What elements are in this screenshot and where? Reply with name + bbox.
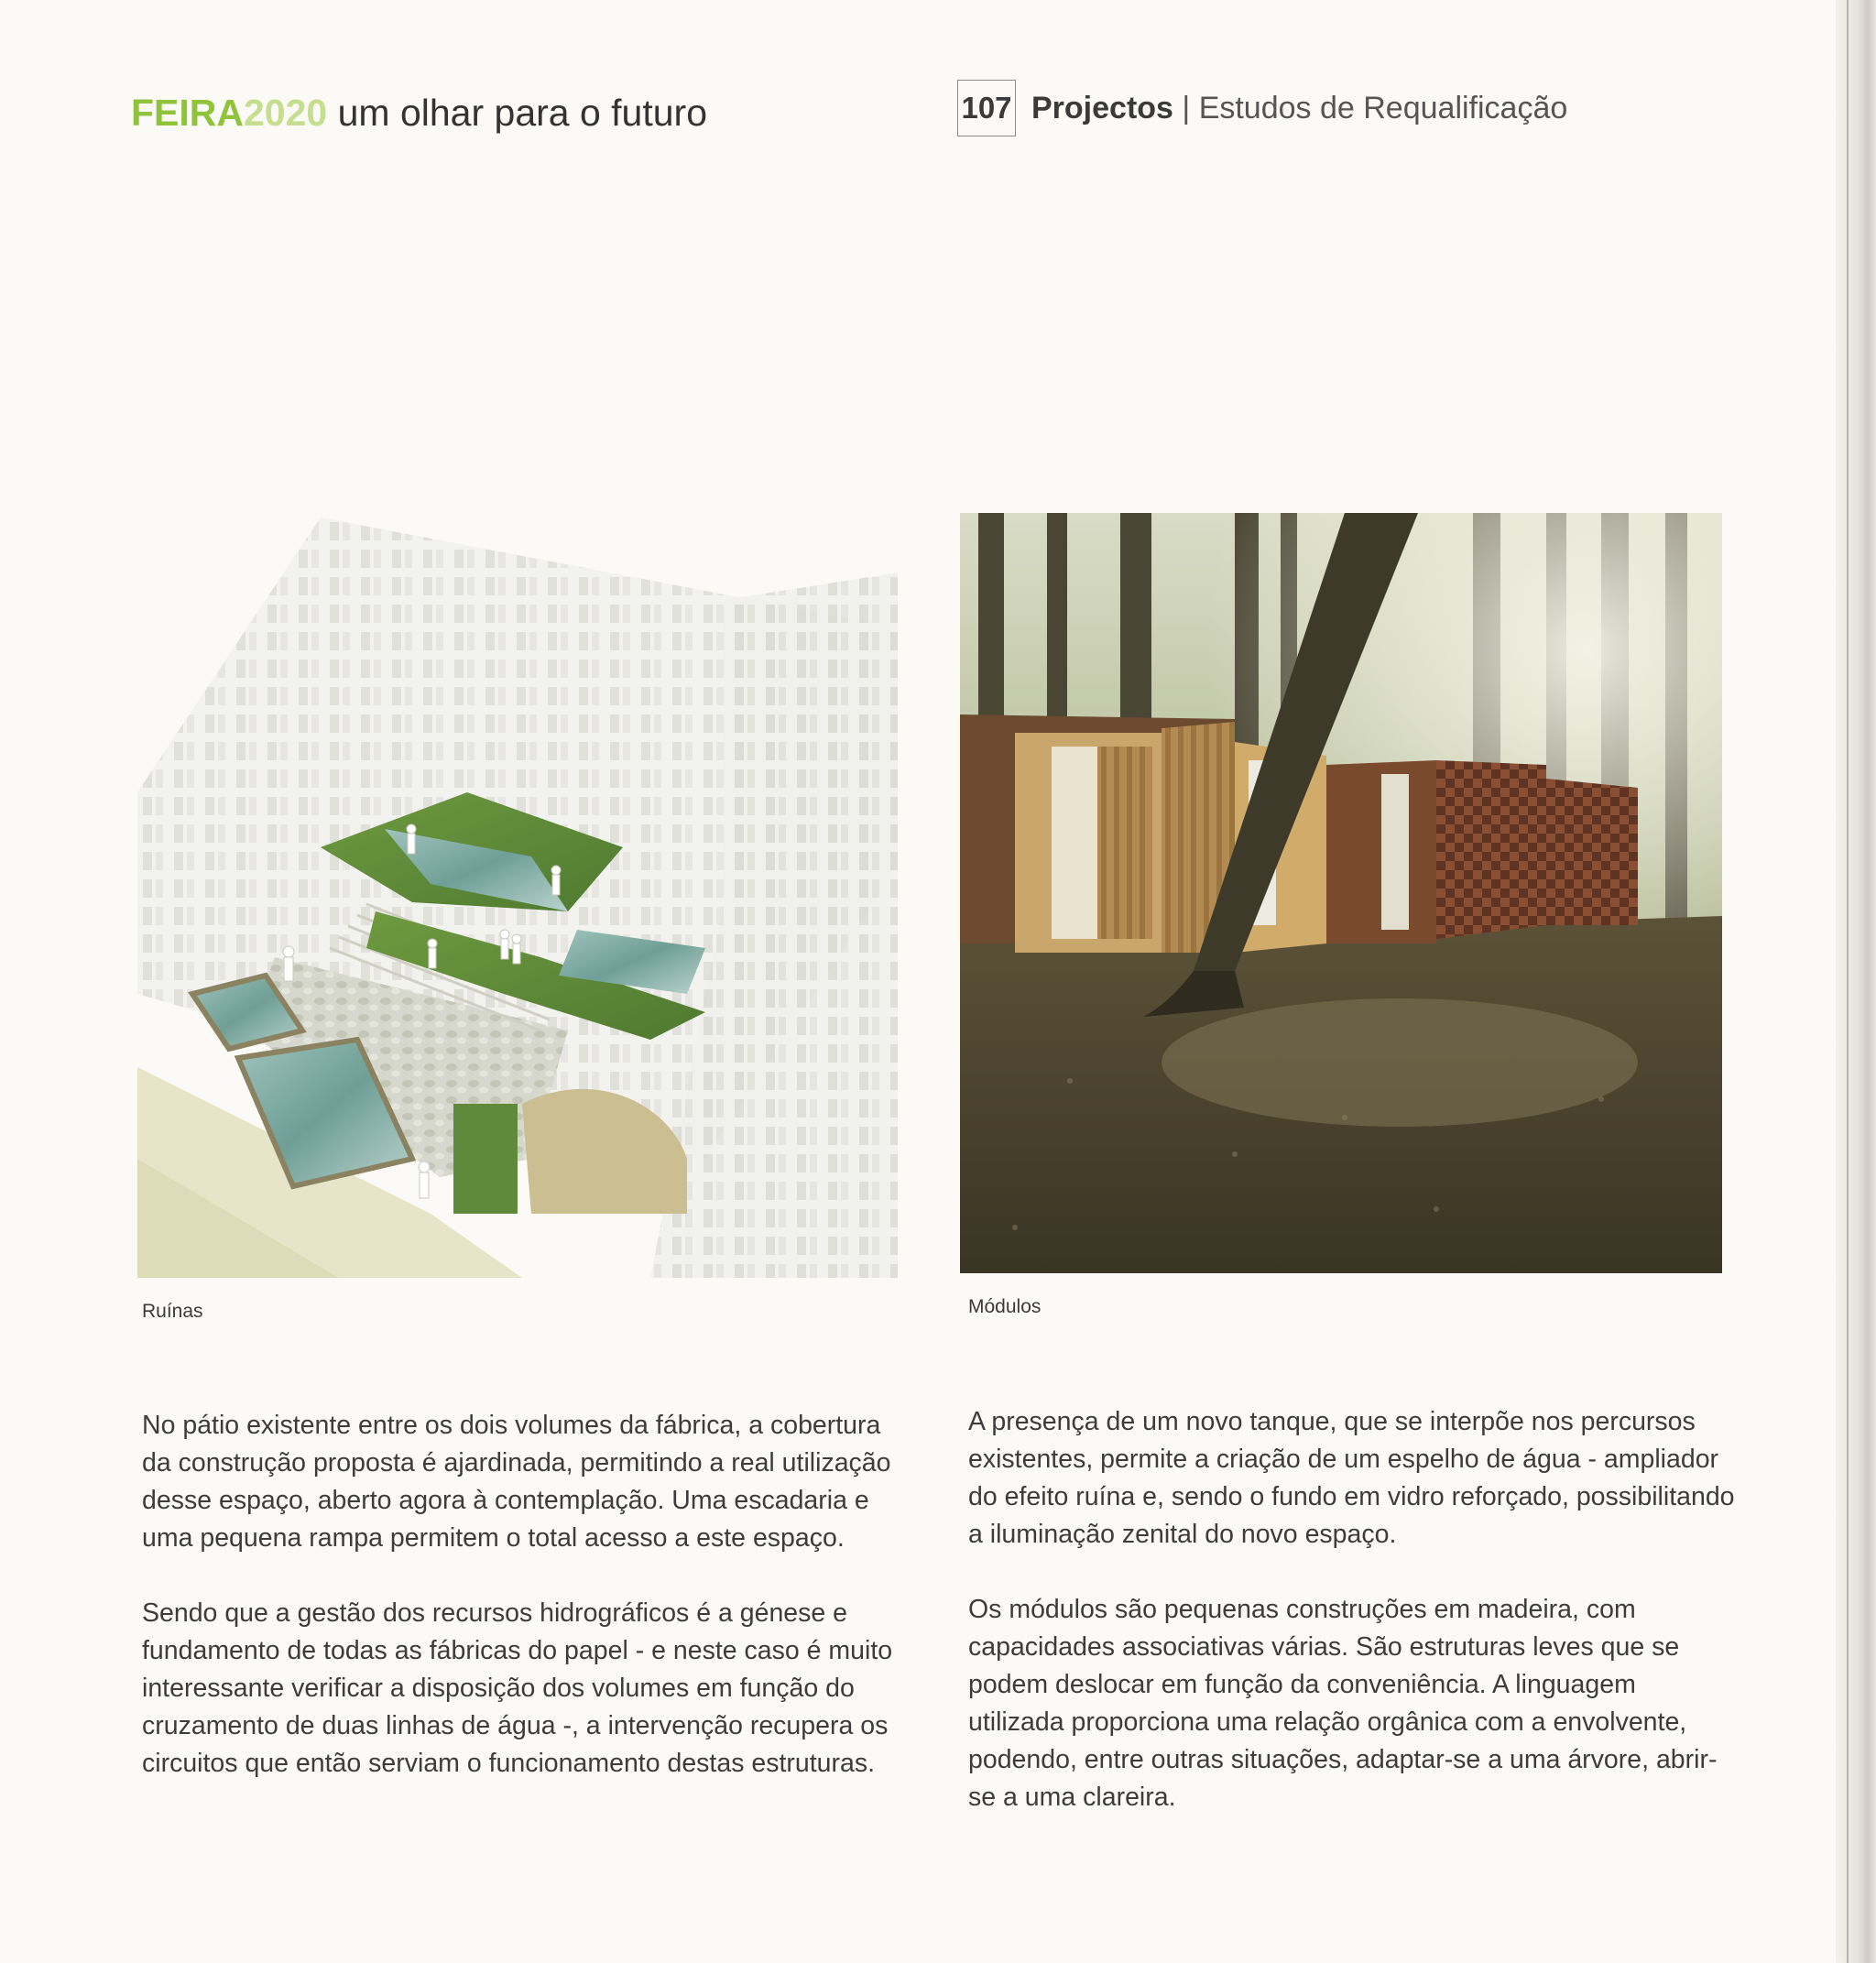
- ruinas-render-image: [137, 518, 898, 1278]
- brand-tagline: um olhar para o futuro: [327, 92, 708, 134]
- figure-caption-modulos: Módulos: [968, 1296, 1042, 1317]
- left-paragraph: No pátio existente entre os dois volumes da fábrica, a cobertura da construção proposta é ajardinada, permitindo a real utilização desse espaço, aberto agora à contemplação. Uma escadaria e uma pequena rampa permitem o total acesso a este espaço.: [142, 1411, 891, 1553]
- ruinas-illustration: [137, 518, 898, 1278]
- section-separator: |: [1172, 91, 1199, 125]
- publication-title: [131, 90, 707, 136]
- modulos-render-image: [960, 513, 1722, 1273]
- section-subtitle: Estudos de Requalificação: [1198, 91, 1568, 125]
- modulos-illustration: [960, 513, 1722, 1273]
- section-heading: [1031, 88, 1567, 128]
- right-paragraph: A presença de um novo tanque, que se interpõe nos percursos existentes, permite a criação de um espelho de água - ampliador do efeito ruína e, sendo o fundo em vidro reforçado, possibilitando a iluminação zenital do novo espaço.: [968, 1407, 1735, 1549]
- left-text-column: [142, 1407, 911, 1820]
- brand-year: 2020: [244, 92, 328, 134]
- spine-fold-line: [1847, 0, 1849, 1963]
- page-number: 107: [957, 80, 1016, 136]
- left-paragraph: Sendo que a gestão dos recursos hidrográficos é a génese e fundamento de todas as fábricas do papel - e neste caso é muito interessante verificar a disposição dos volumes em função do cruzamento de duas linhas de água -, a intervenção recupera os circuitos que então serviam o funcionamento destas estruturas.: [142, 1598, 893, 1778]
- figure-caption-ruinas: Ruínas: [142, 1301, 203, 1322]
- brand-feira: FEIRA: [131, 92, 244, 134]
- right-paragraph: Os módulos são pequenas construções em madeira, com capacidades associativas várias. São estruturas leves que se podem deslocar em função da conveniência. A linguagem utilizada proporciona uma relação orgânica com a envolvente, podendo, entre outras situações, adaptar-se a uma árvore, abrir-se a uma clareira.: [968, 1595, 1718, 1812]
- section-title: Projectos: [1031, 91, 1173, 125]
- right-text-column: [968, 1403, 1738, 1854]
- page-spine: [1836, 0, 1876, 1963]
